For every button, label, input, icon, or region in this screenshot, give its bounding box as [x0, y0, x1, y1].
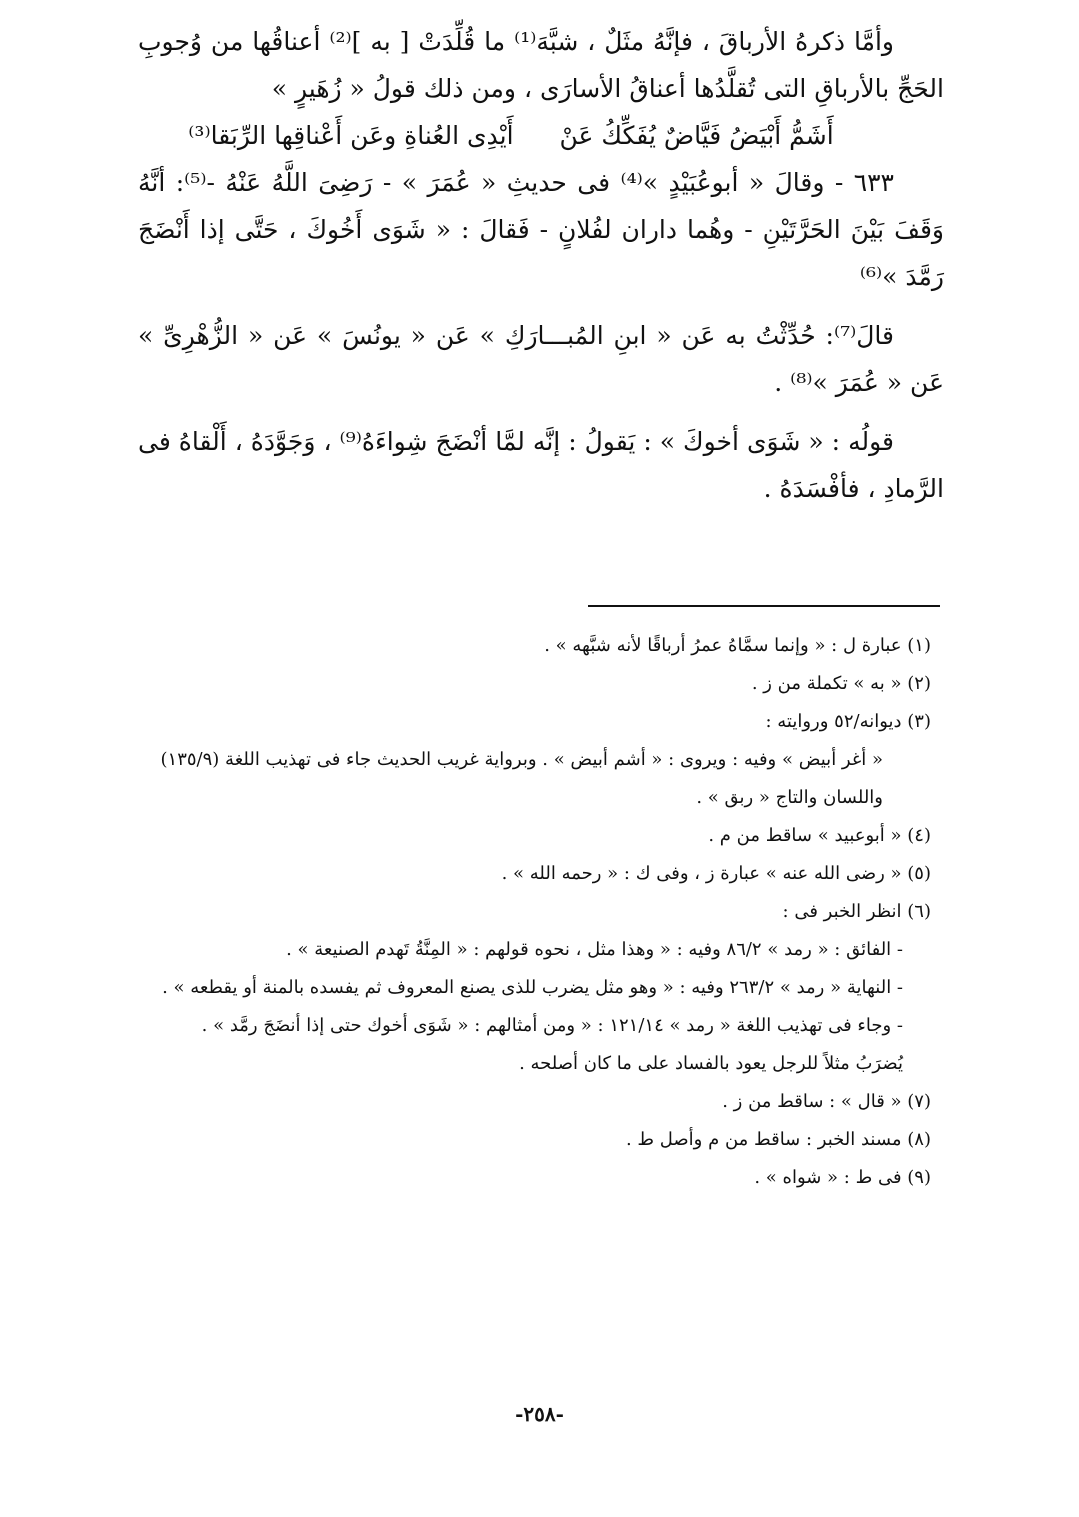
footnote-9: (٩) فى ط : « شواه » .	[754, 1167, 931, 1188]
paragraph-isnad: قالَ⁽⁷⁾: حُدِّثْتُ به عَن « ابنِ المُبـــارَكِ » عَن « يونُسَ » عَن « الزُّهْرِىِّ » عَن « عُمَرَ »⁽⁸⁾ .	[138, 321, 944, 397]
paragraph-explanation: قولُه : « شَوَى أخوكَ » : يَقولُ : إنَّه لمَّا أنْضَجَ شِواءَهُ⁽⁹⁾ ، وَجَوَّدَهُ ، أَلْقاهُ فى الرَّمادِ ، فأفْسَدَهُ .	[138, 427, 944, 503]
footnote-6-fa-iq: - الفائق : « رمد » ٨٦/٢ وفيه : « وهذا مثل ، نحوه قولهم : « المِنَّةُ تَهدم الصنيعة » .	[286, 939, 903, 960]
footnote-3-detail: « أغر أبيض » وفيه : ويروى : « أشم أبيض » . وبرواية غريب الحديث جاء فى تهذيب اللغة (١٣٥/٩) واللسان والتاج « ربق » .	[160, 749, 883, 808]
footnote-6: (٦) انظر الخبر فى :	[782, 901, 931, 922]
page-number: -٢٥٨-	[515, 1402, 564, 1426]
footnotes	[156, 627, 931, 1197]
footnote-8: (٨) مسند الخبر : ساقط من م وأصل ط .	[625, 1129, 931, 1150]
main-text	[138, 18, 944, 512]
poetry-verse	[138, 112, 944, 159]
footnote-5: (٥) « رضى الله عنه » عبارة ز ، وفى ك : « رحمه الله » .	[501, 863, 931, 884]
paragraph-arbaq: وأمَّا ذكرهُ الأرباقَ ، فإنَّهُ مثَلٌ ، شبَّهَ⁽¹⁾ ما قُلِّدَتْ [ به ]⁽²⁾ أعناقُها من وُجوبِ الحَجِّ بالأرباقِ التى تُقلَّدُها أعناقُ الأسارَى ، ومن ذلك قولُ « زُهَيرٍ »	[138, 27, 944, 103]
footnote-2: (٢) « به » تكملة من ز .	[751, 673, 931, 694]
footnote-6-tahdhib: - وجاء فى تهذيب اللغة « رمد » ١٢١/١٤ : « ومن أمثالهم : « شَوَى أخوك حتى إذا أنضَجَ رمَّد » . يُضرَبُ مثلاً للرجل يعود بالفساد على ما كان أصلحه .	[201, 1015, 903, 1074]
footnote-3: (٣) ديوانه/٥٢ وروايته :	[765, 711, 931, 732]
footnote-4: (٤) « أبوعبيد » ساقط من م .	[708, 825, 931, 846]
footnote-7: (٧) « قال » : ساقط من ز .	[722, 1091, 931, 1112]
verse-hemistich-1: أَشَمُّ أَبْيَضُ فَيَّاضٌ يُفَكِّكُ عَنْ	[559, 121, 834, 150]
paragraph-633: ٦٣٣ - وقالَ « أبوعُبَيْدٍ »⁽⁴⁾ فى حديثِ « عُمَرَ » - رَضِىَ اللَّهُ عَنْهُ -⁽⁵⁾: أنَّهُ وَقَفَ بَيْنَ الحَرَّتَيْنِ - وهُما داران لفُلانٍ - فَقالَ : « شَوَى أَخُوكَ ، حَتَّى إذا أَنْضَجَ رَمَّدَ »⁽⁶⁾	[138, 168, 944, 291]
footnote-1: (١) عبارة ل : « وإنما سمَّاهُ عمرُ أرباقًا لأنه شبَّهه » .	[544, 635, 931, 656]
verse-hemistich-2: أَيْدِى العُناةِ وعَن أَعْناقِها الرِّبَقا⁽³⁾	[188, 121, 514, 150]
footnote-6-nihaya: - النهاية « رمد » ٢٦٣/٢ وفيه : « وهو مثل يضرب للذى يصنع المعروف ثم يفسده بالمنة أو يقطعه » .	[162, 977, 903, 998]
footnote-separator	[588, 605, 940, 607]
